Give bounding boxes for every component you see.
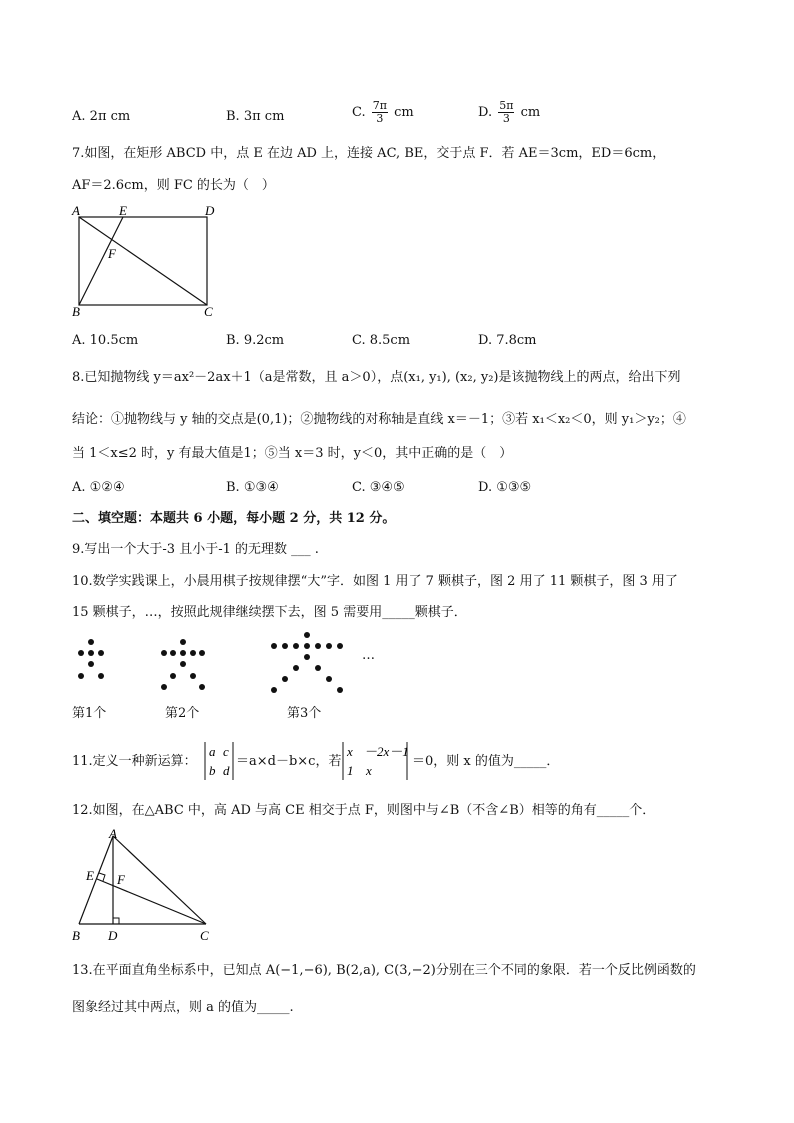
q10-line2: 15 颗棋子，…，按照此规律继续摆下去，图 5 需要用_____颗棋子．: [72, 605, 467, 620]
label-c: C: [200, 928, 209, 943]
svg-text:x: x: [366, 763, 372, 778]
q9-text: 9.写出一个大于-3 且小于-1 的无理数 ___ .: [72, 542, 319, 557]
svg-text:－2x－1: －2x－1: [364, 744, 409, 759]
q10-caption-3: 第3个: [287, 706, 322, 721]
q13-line1: 13.在平面直角坐标系中，已知点 A(−1,−6), B(2,a), C(3,−2)分别在三个不同的象限．若一个反比例函数的: [72, 963, 696, 978]
q8-option-a: A. ①②④: [72, 480, 125, 495]
q7-rectangle-figure: [70, 202, 230, 320]
q6-option-d: D. $\frac{5\pi}{3}$ cm: [478, 99, 541, 125]
svg-text:1: 1: [347, 763, 354, 778]
q10-figure-1: [70, 632, 120, 692]
q8-option-d: D. ①③⑤: [478, 480, 532, 495]
q7-option-d: D. 7.8cm: [478, 333, 537, 348]
label-e: E: [119, 203, 127, 218]
svg-text:c: c: [223, 744, 229, 759]
q11-suffix: ＝0，则 x 的值为_____．: [412, 754, 560, 769]
q6-option-c: C. $\frac{7\pi}{3}$ cm: [352, 99, 414, 125]
label-c: C: [204, 304, 213, 319]
q10-figure-3: [264, 630, 354, 700]
svg-text:x: x: [347, 744, 353, 759]
label-e: E: [86, 868, 94, 883]
q10-line1: 10.数学实践课上，小晨用棋子按规律摆“大”字．如图 1 用了 7 颗棋子，图 2 用了 11 颗棋子，图 3 用了: [72, 574, 678, 589]
q13-line2: 图象经过其中两点，则 a 的值为_____.: [72, 1000, 294, 1015]
q7-line2: AF＝2.6cm，则 FC 的长为（ ）: [72, 178, 275, 193]
q10-caption-1: 第1个: [72, 706, 107, 721]
label-a: A: [72, 203, 80, 218]
label-d: D: [205, 203, 215, 218]
label-f: F: [117, 872, 125, 887]
svg-text:a: a: [209, 744, 216, 759]
label-b: B: [72, 928, 80, 943]
q7-option-c: C. 8.5cm: [352, 333, 411, 348]
q7-option-a: A. 10.5cm: [72, 333, 139, 348]
section-heading: 二、填空题：本题共 6 小题，每小题 2 分，共 12 分。: [72, 511, 396, 526]
q7-option-b: B. 9.2cm: [226, 333, 285, 348]
q6-option-a: A. 2π cm: [72, 109, 131, 124]
q10-caption-2: 第2个: [165, 706, 200, 721]
fraction: $\frac{5\pi}{3}$: [499, 99, 514, 125]
q11-prefix: 11.定义一种新运算：: [72, 754, 197, 769]
q8-option-c: C. ③④⑤: [352, 480, 405, 495]
q8-line2: 结论：①抛物线与 y 轴的交点是(0,1)；②抛物线的对称轴是直线 x＝－1；③若 x₁＜x₂＜0，则 y₁＞y₂；④: [72, 412, 686, 427]
fraction: $\frac{7\pi}{3}$: [372, 99, 387, 125]
q10-ellipsis: …: [362, 648, 375, 663]
q8-option-b: B. ①③④: [226, 480, 279, 495]
q11-determinant-1: [202, 740, 236, 782]
q10-figure-2: [152, 632, 212, 692]
q6-option-b: B. 3π cm: [226, 109, 285, 124]
q12-text: 12.如图，在△ABC 中，高 AD 与高 CE 相交于点 F，则图中与∠B（不含∠B）相等的角有_____个．: [72, 803, 656, 818]
q8-line3: 当 1＜x≤2 时，y 有最大值是1；⑤当 x＝3 时，y＜0，其中正确的是（ ）: [72, 446, 513, 461]
q8-line1: 8.已知抛物线 y＝ax²－2ax＋1（a是常数，且 a＞0），点(x₁, y₁), (x₂, y₂)是该抛物线上的两点，给出下列: [72, 370, 681, 385]
svg-text:b: b: [209, 763, 216, 778]
svg-text:d: d: [223, 763, 230, 778]
label-a: A: [109, 826, 117, 841]
q7-line1: 7.如图，在矩形 ABCD 中，点 E 在边 AD 上，连接 AC, BE，交于点 F．若 AE＝3cm，ED＝6cm，: [72, 146, 666, 161]
q12-triangle-figure: [70, 828, 220, 946]
q11-determinant-2: [340, 740, 410, 782]
label-b: B: [72, 304, 80, 319]
label-f: F: [108, 246, 116, 261]
q11-mid: ＝a×d－b×c，若: [236, 754, 342, 769]
label-d: D: [108, 928, 118, 943]
